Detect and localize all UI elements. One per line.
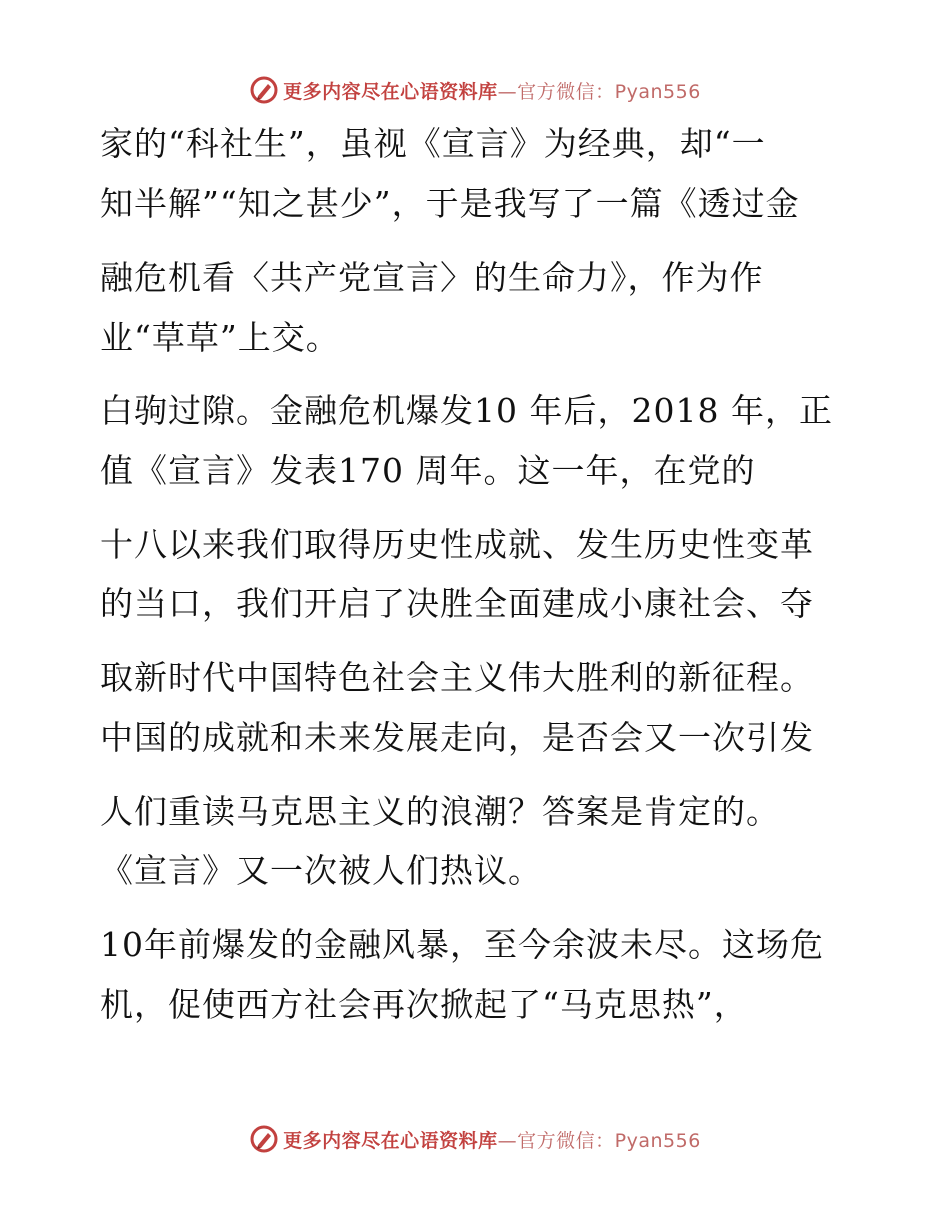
text-line: 取新时代中国特色社会主义伟大胜利的新征程。: [100, 658, 814, 697]
text-line: 十八以来我们取得历史性成就、发生历史性变革: [100, 525, 814, 564]
text-line: 机，促使西方社会再次掀起了“马克思热”，: [100, 985, 748, 1024]
text-line: 的当口，我们开启了决胜全面建成小康社会、夺: [100, 584, 814, 623]
text-line: 融危机看〈共产党宣言〉的生命力》，作为作: [100, 258, 764, 297]
pen-logo-icon: [249, 1124, 279, 1154]
text-line: 10年前爆发的金融风暴，至今余波未尽。这场危: [100, 925, 824, 964]
watermark-main-text: 更多内容尽在心语资料库: [283, 80, 498, 103]
text-line: 家的“科社生”，虽视《宣言》为经典，却“一: [100, 124, 766, 163]
text-line: 白驹过隙。金融危机爆发10 年后，2018 年，正: [100, 391, 833, 430]
text-line: 《宣言》又一次被人们热议。: [100, 851, 542, 890]
text-line: 业“草草”上交。: [100, 318, 340, 357]
footer-watermark: [0, 1122, 950, 1156]
text-line: 值《宣言》发表170 周年。这一年，在党的: [100, 451, 756, 490]
text-line: 人们重读马克思主义的浪潮？答案是肯定的。: [100, 792, 780, 831]
watermark-sub-text: —官方微信：Pyan556: [497, 1129, 701, 1152]
header-watermark: [0, 73, 950, 107]
text-line: 知半解”“知之甚少”，于是我写了一篇《透过金: [100, 184, 800, 223]
text-line: 中国的成就和未来发展走向，是否会又一次引发: [100, 718, 814, 757]
watermark-sub-text: —官方微信：Pyan556: [497, 80, 701, 103]
watermark-main-text: 更多内容尽在心语资料库: [283, 1129, 498, 1152]
pen-logo-icon: [249, 75, 279, 105]
